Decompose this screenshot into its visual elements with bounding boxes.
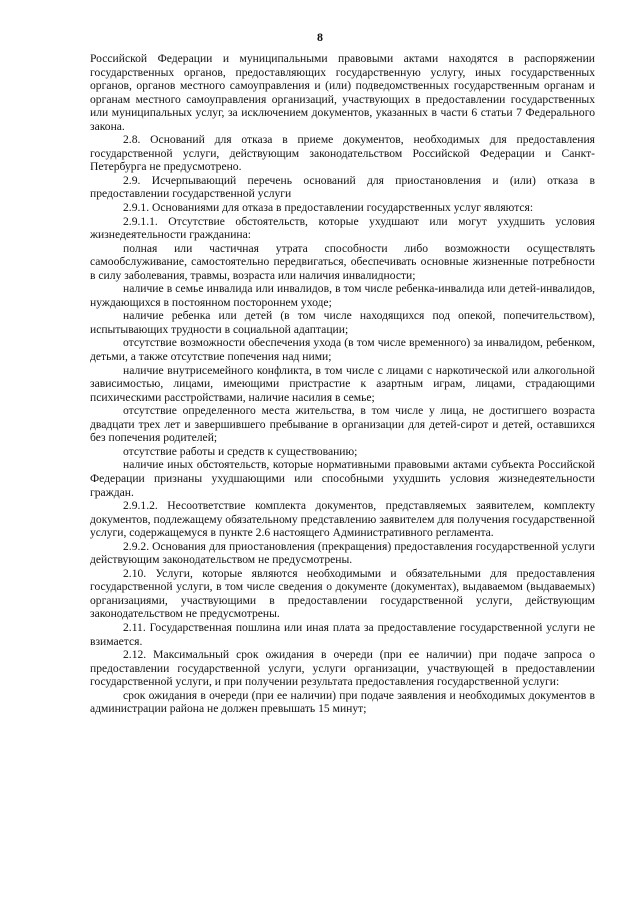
document-body (90, 52, 595, 716)
paragraph: 2.8. Оснований для отказа в приеме документов, необходимых для предоставления государственной услуги, действующим законодательством Российской Федерации и Санкт-Петербурга не предусмотрено. (90, 133, 595, 174)
paragraph: 2.9.1. Основаниями для отказа в предоставлении государственных услуг являются: (123, 201, 534, 215)
paragraph: 2.9.1.1. Отсутствие обстоятельств, которые ухудшают или могут ухудшить условия жизнедеятельности гражданина: (90, 214, 595, 242)
paragraph: наличие ребенка или детей (в том числе находящихся под опекой, попечительством), испытывающих трудности в социальной адаптации; (90, 309, 595, 336)
paragraph: наличие внутрисемейного конфликта, в том числе с лицами с наркотической или алкогольной зависимостью, лицами, имеющими пристрастие к азартным играм, лицами, страдающими психическими расстройствами, наличие насилия в семье; (90, 363, 595, 404)
paragraph: Российской Федерации и муниципальными правовыми актами находятся в распоряжении государственных органов, предоставляющих государственную услугу, иных государственных органов, органов местного самоуправления и (или) подведомственных государственным органам и органам местного самоуправления организаций, участвующих в предоставлении государственных или муниципальных услуг, за исключением документов, указанных в части 6 статьи 7 Федерального закона. (90, 52, 595, 133)
page-number: 8 (317, 30, 323, 44)
paragraph: наличие иных обстоятельств, которые нормативными правовыми актами субъекта Российской Федерации признаны ухудшающими или способными ухудшить условия жизнедеятельности граждан. (90, 458, 595, 499)
paragraph: 2.9.2. Основания для приостановления (прекращения) предоставления государственной услуги действующим законодательством не предусмотрены. (90, 539, 595, 567)
paragraph: 2.12. Максимальный срок ожидания в очереди (при ее наличии) при подаче запроса о предоставлении государственной услуги, услуги организации, участвующей в предоставлении государственной услуги, и при получении результата предоставления государственной услуги: (90, 648, 595, 689)
paragraph: полная или частичная утрата способности либо возможности осуществлять самообслуживание, самостоятельно передвигаться, обеспечивать основные жизненные потребности в силу заболевания, травмы, возраста или наличия инвалидности; (90, 241, 595, 282)
paragraph: 2.11. Государственная пошлина или иная плата за предоставление государственной услуги не взимается. (90, 620, 595, 648)
paragraph: 2.9.1.2. Несоответствие комплекта документов, представляемых заявителем, комплекту документов, подлежащему обязательному представлению заявителем для получения государственной услуги, содержащемуся в пункте 2.6 настоящего Административного регламента. (90, 499, 595, 540)
paragraph: 2.9. Исчерпывающий перечень оснований для приостановления и (или) отказа в предоставлении государственной услуги (90, 173, 595, 201)
paragraph: отсутствие работы и средств к существованию; (123, 444, 358, 458)
paragraph: срок ожидания в очереди (при ее наличии) при подаче заявления и необходимых документов в администрации района не должен превышать 15 минут; (90, 688, 595, 716)
paragraph: отсутствие определенного места жительства, в том числе у лица, не достигшего возраста двадцати трех лет и завершившего пребывание в организации для детей-сирот и детей, оставшихся без попечения родителей; (90, 404, 595, 445)
paragraph: 2.10. Услуги, которые являются необходимыми и обязательными для предоставления государственной услуги, в том числе сведения о документе (документах), выдаваемом (выдаваемых) организациями, участвующими в предоставлении государственной услуги, действующим законодательством не предусмотрены. (90, 566, 595, 621)
paragraph: наличие в семье инвалида или инвалидов, в том числе ребенка-инвалида или детей-инвалидов, нуждающихся в постоянном постороннем уходе; (90, 282, 595, 309)
paragraph: отсутствие возможности обеспечения ухода (в том числе временного) за инвалидом, ребенком, детьми, а также отсутствие попечения над ними; (90, 336, 595, 364)
